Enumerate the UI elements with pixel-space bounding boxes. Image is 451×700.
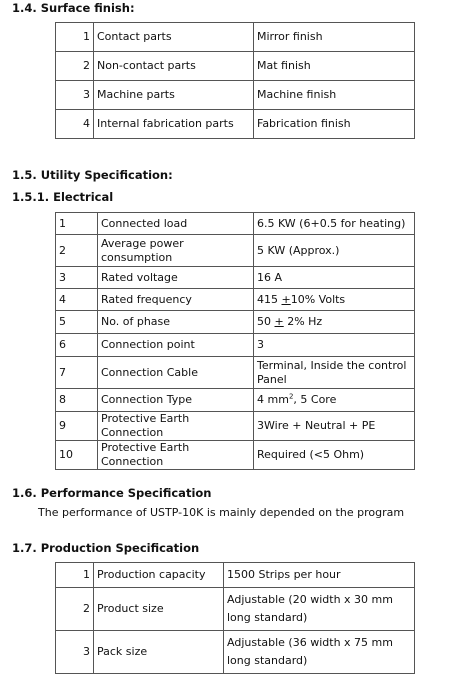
- row-item: Contact parts: [94, 23, 254, 52]
- table-row: [56, 81, 415, 110]
- table-row: [56, 441, 415, 470]
- row-number: 3: [56, 267, 98, 289]
- row-item: Non-contact parts: [94, 52, 254, 81]
- value-text: 2% Hz: [283, 315, 323, 328]
- row-value: Terminal, Inside the control Panel: [254, 357, 415, 389]
- row-item: Rated voltage: [98, 267, 254, 289]
- electrical-table: [55, 212, 415, 470]
- row-item: Product size: [94, 588, 224, 631]
- row-number: 6: [56, 334, 98, 357]
- row-number: 2: [56, 588, 94, 631]
- row-value: 3: [254, 334, 415, 357]
- table-row: [56, 563, 415, 588]
- row-number: 4: [56, 110, 94, 139]
- row-value: Fabrication finish: [254, 110, 415, 139]
- plus-minus-symbol: +: [281, 292, 291, 306]
- row-item: Connected load: [98, 213, 254, 235]
- row-value: Adjustable (20 width x 30 mm long standard): [224, 588, 415, 631]
- table-row: [56, 631, 415, 674]
- row-item: Connection point: [98, 334, 254, 357]
- row-number: 7: [56, 357, 98, 389]
- row-item: No. of phase: [98, 311, 254, 334]
- row-value: Adjustable (36 width x 75 mm long standard): [224, 631, 415, 674]
- row-value: 1500 Strips per hour: [224, 563, 415, 588]
- table-row: [56, 357, 415, 389]
- row-value: Mat finish: [254, 52, 415, 81]
- surface-finish-table: [55, 22, 415, 139]
- row-item: Internal fabrication parts: [94, 110, 254, 139]
- row-value: Required (<5 Ohm): [254, 441, 415, 470]
- section-heading-surface-finish: 1.4. Surface finish:: [12, 1, 135, 15]
- row-number: 3: [56, 81, 94, 110]
- row-value: 16 A: [254, 267, 415, 289]
- row-value: [254, 289, 415, 311]
- table-row: [56, 213, 415, 235]
- section-heading-utility: 1.5. Utility Specification:: [12, 168, 173, 182]
- value-text: , 5 Core: [293, 393, 337, 406]
- value-text: 50: [257, 315, 275, 328]
- row-number: 10: [56, 441, 98, 470]
- row-number: 2: [56, 235, 98, 267]
- row-number: 5: [56, 311, 98, 334]
- table-row: [56, 23, 415, 52]
- value-text: 415: [257, 292, 282, 306]
- subheading-electrical: 1.5.1. Electrical: [12, 190, 114, 204]
- row-item: Rated frequency: [98, 289, 254, 311]
- row-number: 4: [56, 289, 98, 311]
- table-row: [56, 235, 415, 267]
- value-text: 10% Volts: [290, 292, 346, 306]
- row-item: Connection Cable: [98, 357, 254, 389]
- row-number: 8: [56, 389, 98, 412]
- table-row: [56, 52, 415, 81]
- superscript: 2: [288, 392, 294, 401]
- table-row: [56, 311, 415, 334]
- row-value: 5 KW (Approx.): [254, 235, 415, 267]
- row-item: Protective Earth Connection: [98, 441, 254, 470]
- row-number: 9: [56, 412, 98, 441]
- row-item: Protective Earth Connection: [98, 412, 254, 441]
- table-row: [56, 588, 415, 631]
- row-number: 3: [56, 631, 94, 674]
- row-item: Average power consumption: [98, 235, 254, 267]
- table-row: [56, 334, 415, 357]
- row-value: [254, 389, 415, 412]
- row-value: Machine finish: [254, 81, 415, 110]
- row-value: 3Wire + Neutral + PE: [254, 412, 415, 441]
- section-heading-performance: 1.6. Performance Specification: [12, 486, 212, 500]
- performance-text: The performance of USTP-10K is mainly depended on the program: [38, 506, 405, 519]
- row-item: Production capacity: [94, 563, 224, 588]
- value-text: 4 mm: [257, 393, 289, 406]
- table-row: [56, 412, 415, 441]
- row-value: [254, 311, 415, 334]
- row-number: 1: [56, 563, 94, 588]
- row-value: 6.5 KW (6+0.5 for heating): [254, 213, 415, 235]
- row-item: Machine parts: [94, 81, 254, 110]
- plus-minus-symbol: +: [274, 315, 284, 328]
- row-value: Mirror finish: [254, 23, 415, 52]
- row-item: Pack size: [94, 631, 224, 674]
- table-row: [56, 289, 415, 311]
- section-heading-production: 1.7. Production Specification: [12, 541, 200, 555]
- table-row: [56, 389, 415, 412]
- production-table: [55, 562, 415, 674]
- table-row: [56, 267, 415, 289]
- row-number: 1: [56, 23, 94, 52]
- row-number: 2: [56, 52, 94, 81]
- row-number: 1: [56, 213, 98, 235]
- row-item: Connection Type: [98, 389, 254, 412]
- table-row: [56, 110, 415, 139]
